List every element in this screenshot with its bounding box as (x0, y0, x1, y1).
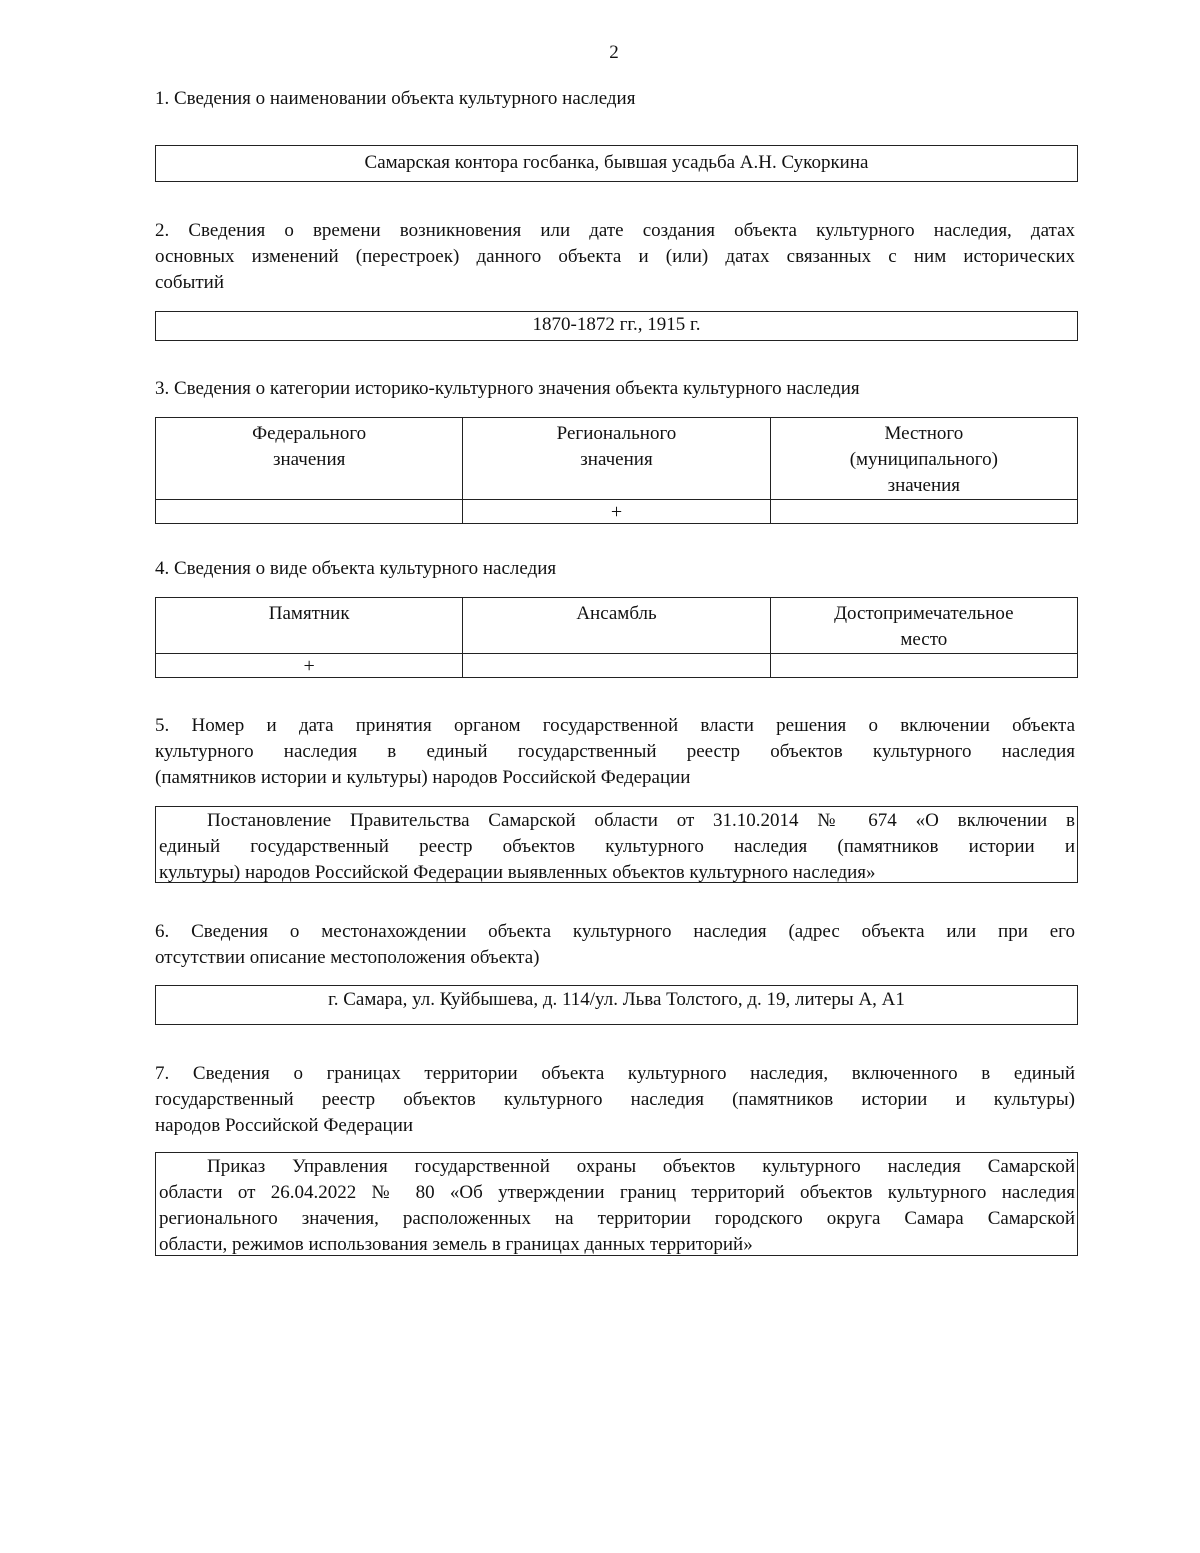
section-5-value-box (155, 806, 1078, 883)
section-6-heading-line: 6. Сведения о местонахождении объекта культурного наследия (адрес объекта или при его (155, 921, 1075, 942)
section-7-heading (155, 1061, 1075, 1139)
decree-line: Постановление Правительства Самарской области от 31.10.2014 № 674 «О включении в (207, 810, 1075, 831)
type-landmark-mark (770, 654, 1077, 678)
section-4-heading: 4. Сведения о виде объекта культурного наследия (155, 558, 557, 579)
table-header-row (156, 598, 1078, 654)
section-3-heading: 3. Сведения о категории историко-культурного значения объекта культурного наследия (155, 378, 860, 399)
type-ensemble-header: Ансамбль (463, 598, 770, 654)
section-7-heading-line: народов Российской Федерации (155, 1115, 414, 1136)
order-line: регионального значения, расположенных на территории городского округа Самара Самарской (159, 1208, 1075, 1229)
category-federal-header: Федерального значения (156, 418, 463, 500)
section-2-heading-line: основных изменений (перестроек) данного объекта и (или) датах связанных с ним исторических (155, 246, 1075, 267)
section-5-heading (155, 713, 1075, 791)
section-7-value-box (155, 1152, 1078, 1256)
category-local-header: Местного (муниципального) значения (770, 418, 1077, 500)
table-row (156, 500, 1078, 524)
creation-dates: 1870-1872 гг., 1915 г. (532, 314, 701, 335)
category-federal-mark (156, 500, 463, 524)
category-regional-mark: + (463, 500, 770, 524)
category-regional-header: Регионального значения (463, 418, 770, 500)
decree-line: культуры) народов Российской Федерации выявленных объектов культурного наследия» (159, 862, 876, 883)
object-name: Самарская контора госбанка, бывшая усадьба А.Н. Сукоркина (364, 152, 869, 173)
type-table (155, 597, 1078, 678)
section-7-heading-line: 7. Сведения о границах территории объекта культурного наследия, включенного в единый (155, 1063, 1075, 1084)
category-table (155, 417, 1078, 524)
decree-line: единый государственный реестр объектов культурного наследия (памятников истории и (159, 836, 1075, 857)
section-1-heading: 1. Сведения о наименовании объекта культурного наследия (155, 88, 636, 109)
category-local-mark (770, 500, 1077, 524)
type-monument-header: Памятник (156, 598, 463, 654)
section-2-heading-line: событий (155, 272, 225, 293)
type-monument-mark: + (156, 654, 463, 678)
section-2-heading-line: 2. Сведения о времени возникновения или дате создания объекта культурного наследия, датах (155, 220, 1075, 241)
order-line: области, режимов использования земель в границах данных территорий» (159, 1234, 753, 1255)
table-row (156, 654, 1078, 678)
order-line: Приказ Управления государственной охраны объектов культурного наследия Самарской (207, 1156, 1075, 1177)
section-2-value-box (155, 311, 1078, 341)
table-header-row (156, 418, 1078, 500)
section-6-value-box (155, 985, 1078, 1025)
order-line: области от 26.04.2022 № 80 «Об утверждении границ территорий объектов культурного наследия (159, 1182, 1075, 1203)
type-landmark-header: Достопримечательное место (770, 598, 1077, 654)
section-5-heading-line: культурного наследия в единый государственный реестр объектов культурного наследия (155, 741, 1075, 762)
section-2-heading (155, 218, 1075, 296)
object-address: г. Самара, ул. Куйбышева, д. 114/ул. Льва Толстого, д. 19, литеры А, А1 (328, 989, 905, 1010)
section-5-heading-line: (памятников истории и культуры) народов Российской Федерации (155, 767, 691, 788)
section-7-heading-line: государственный реестр объектов культурного наследия (памятников истории и культуры) (155, 1089, 1075, 1110)
section-6-heading (155, 919, 1075, 971)
section-6-heading-line: отсутствии описание местоположения объекта) (155, 947, 540, 968)
section-5-heading-line: 5. Номер и дата принятия органом государственной власти решения о включении объекта (155, 715, 1075, 736)
section-1-value-box (155, 145, 1078, 182)
type-ensemble-mark (463, 654, 770, 678)
page-number: 2 (609, 42, 619, 63)
